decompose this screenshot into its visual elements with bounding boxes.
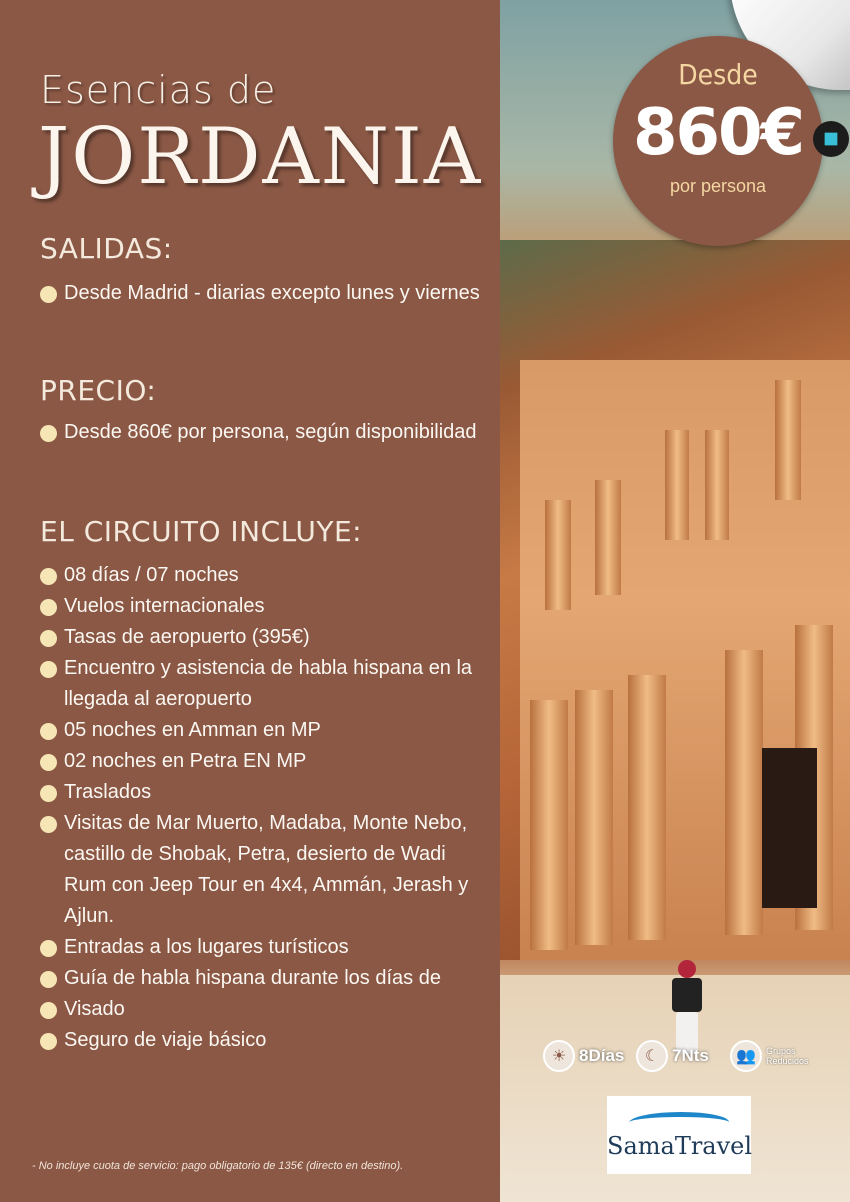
list-item: Visitas de Mar Muerto, Madaba, Monte Nebo, castillo de Shobak, Petra, desierto de Wadi Rum con Jeep Tour en 4x4, Ammán, Jerash y Ajlun.	[40, 808, 480, 932]
feature-days-label: 8Días	[579, 1046, 625, 1065]
list-item: 08 días / 07 noches	[40, 560, 480, 591]
bullet-icon	[40, 723, 57, 740]
bullet-icon	[40, 286, 57, 303]
precio-heading: PRECIO:	[40, 374, 157, 407]
list-item: Seguro de viaje básico	[40, 1025, 480, 1056]
column	[530, 700, 568, 950]
badge-per-person: por persona	[669, 176, 767, 196]
bullet-icon	[40, 1002, 57, 1019]
list-item: 05 noches en Amman en MP	[40, 715, 480, 746]
badge-price: 860€	[632, 96, 804, 170]
brand-name: SamaTravel	[607, 1132, 753, 1160]
circuito-heading: EL CIRCUITO INCLUYE:	[40, 515, 363, 548]
list-item: Desde Madrid - diarias excepto lunes y viernes	[40, 278, 480, 309]
column	[725, 650, 763, 935]
feature-nights-label: 7Nts	[672, 1046, 709, 1065]
list-item: Entradas a los lugares turísticos	[40, 932, 480, 963]
bullet-icon	[40, 785, 57, 802]
bullet-icon	[40, 425, 57, 442]
column	[595, 480, 621, 595]
footnote: - No incluye cuota de servicio: pago obligatorio de 135€ (directo en destino).	[32, 1160, 404, 1172]
title-line1: Esencias de	[40, 68, 277, 112]
feature-nights	[636, 1040, 709, 1072]
brand-logo	[607, 1096, 751, 1174]
bullet-icon	[40, 599, 57, 616]
column	[545, 500, 571, 610]
list-item: Traslados	[40, 777, 480, 808]
list-item: Vuelos internacionales	[40, 591, 480, 622]
list-item: Tasas de aeropuerto (395€)	[40, 622, 480, 653]
sama-logo-icon	[813, 121, 849, 157]
bullet-icon	[40, 630, 57, 647]
feature-days	[543, 1040, 624, 1072]
list-item: Desde 860€ por persona, según disponibilidad	[40, 417, 480, 448]
group-icon: 👥	[730, 1040, 762, 1072]
column	[775, 380, 801, 500]
circuito-list	[40, 560, 480, 1056]
column	[705, 430, 729, 540]
column	[665, 430, 689, 540]
price-badge	[613, 36, 823, 246]
bullet-icon	[40, 971, 57, 988]
salidas-heading: SALIDAS:	[40, 232, 173, 265]
salidas-list	[40, 278, 480, 309]
bullet-icon	[40, 816, 57, 833]
bullet-icon	[40, 661, 57, 678]
precio-list	[40, 417, 480, 448]
wave-icon	[627, 1112, 731, 1133]
bullet-icon	[40, 568, 57, 585]
title-line2: JORDANIA	[38, 112, 483, 202]
moon-icon: ☾	[636, 1040, 668, 1072]
column	[575, 690, 613, 945]
feature-groups	[730, 1040, 809, 1072]
list-item: Encuentro y asistencia de habla hispana en la llegada al aeropuerto	[40, 653, 480, 715]
traveler-figure	[672, 978, 702, 1012]
list-item: Visado	[40, 994, 480, 1025]
bullet-icon	[40, 754, 57, 771]
bullet-icon	[40, 940, 57, 957]
treasury-doorway	[762, 748, 817, 908]
feature-groups-label: Grupos Reducidos	[766, 1046, 809, 1066]
bullet-icon	[40, 1033, 57, 1050]
traveler-figure	[678, 960, 696, 978]
column	[628, 675, 666, 940]
sun-icon: ☀	[543, 1040, 575, 1072]
list-item: Guía de habla hispana durante los días de	[40, 963, 480, 994]
badge-desde: Desde	[678, 58, 758, 91]
list-item: 02 noches en Petra EN MP	[40, 746, 480, 777]
